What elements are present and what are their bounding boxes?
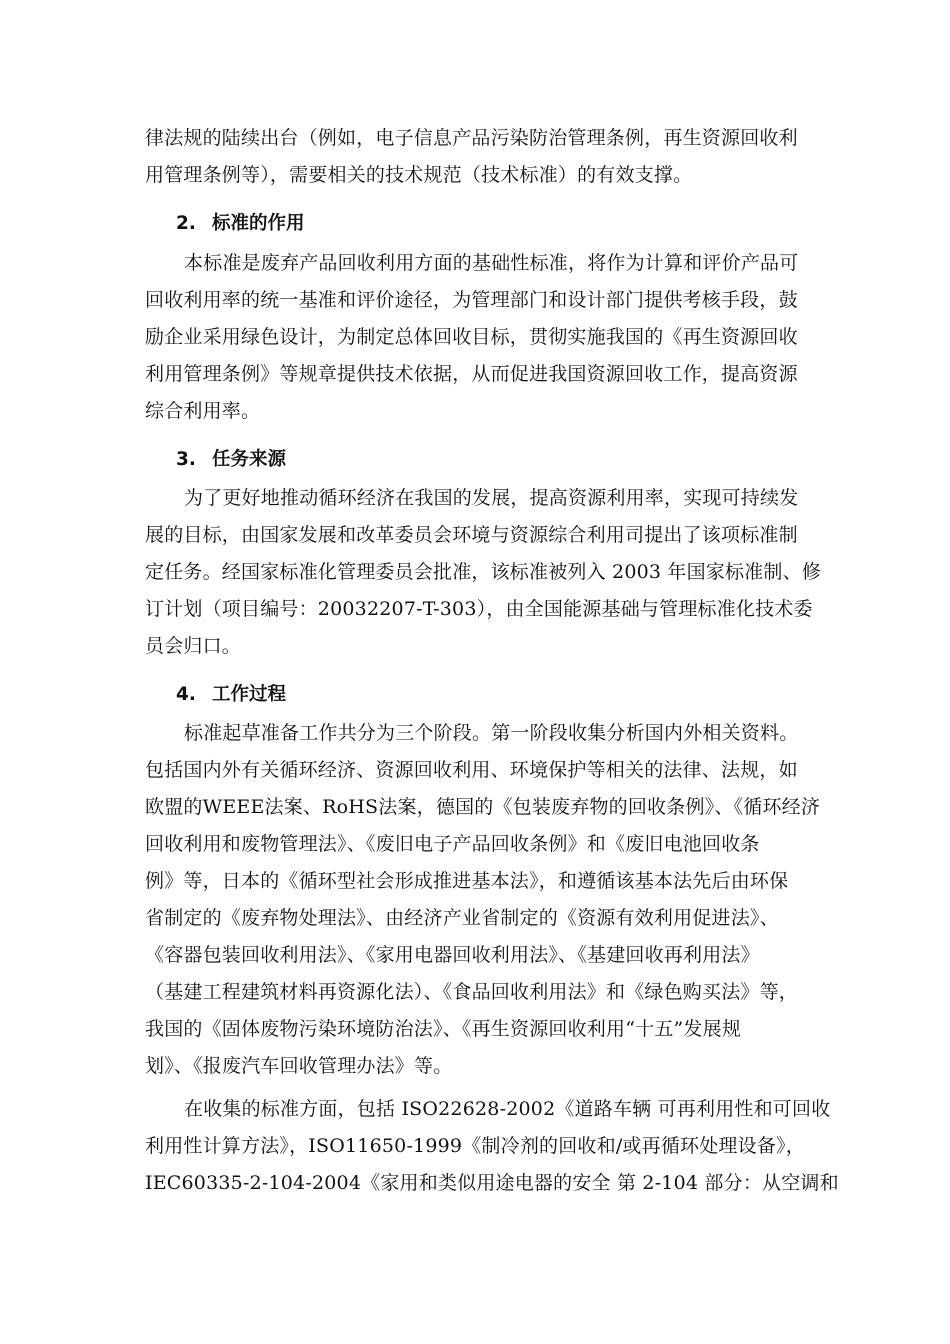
body-line: 本标准是废弃产品回收利用方面的基础性标准，将作为计算和评价产品可 xyxy=(184,252,799,274)
body-line: 利用管理条例》等规章提供技术依据，从而促进我国资源回收工作，提高资源 xyxy=(145,363,798,385)
body-line: 综合利用率。 xyxy=(145,400,261,422)
body-line: 利用性计算方法》，ISO11650-1999《制冷剂的回收和/或再循环处理设备》， xyxy=(145,1135,805,1157)
body-line: 包括国内外有关循环经济、资源回收利用、环境保护等相关的法律、法规，如 xyxy=(145,759,798,781)
body-line: 定任务。经国家标准化管理委员会批准，该标准被列入 2003 年国家标准制、修 xyxy=(145,561,822,583)
body-line: 为了更好地推动循环经济在我国的发展，提高资源利用率，实现可持续发 xyxy=(184,487,799,509)
body-line: 划》、《报废汽车回收管理办法》等。 xyxy=(145,1055,453,1077)
body-line: 员会归口。 xyxy=(145,635,242,657)
section-number: 2. xyxy=(176,213,196,234)
section-heading xyxy=(176,448,286,472)
body-line: 回收利用和废物管理法》、《废旧电子产品回收条例》和《废旧电池回收条 xyxy=(145,833,760,855)
body-line: 回收利用率的统一基准和评价途径，为管理部门和设计部门提供考核手段，鼓 xyxy=(145,289,798,311)
body-line: 展的目标，由国家发展和改革委员会环境与资源综合利用司提出了该项标准制 xyxy=(145,524,798,546)
body-line: 例》等，日本的《循环型社会形成推进基本法》，和遵循该基本法先后由环保 xyxy=(145,870,789,892)
body-line: 省制定的《废弃物处理法》、由经济产业省制定的《资源有效利用促进法》、 xyxy=(145,907,779,929)
section-heading xyxy=(176,212,305,236)
body-line: 励企业采用绿色设计，为制定总体回收目标，贯彻实施我国的《再生资源回收 xyxy=(145,326,798,348)
section-title: 标准的作用 xyxy=(212,213,305,234)
section-title: 任务来源 xyxy=(212,449,287,470)
body-line: 我国的《固体废物污染环境防治法》、《再生资源回收利用“十五”发展规 xyxy=(145,1018,742,1040)
section-number: 4. xyxy=(176,684,196,705)
body-line: （基建工程建筑材料再资源化法）、《食品回收利用法》和《绿色购买法》等， xyxy=(145,981,799,1003)
body-line: 在收集的标准方面，包括 ISO22628-2002《道路车辆 可再利用性和可回收 xyxy=(184,1098,831,1120)
body-line: 标准起草准备工作共分为三个阶段。第一阶段收集分析国内外相关资料。 xyxy=(184,722,799,744)
body-line: 用管理条例等），需要相关的技术规范（技术标准）的有效支撑。 xyxy=(145,164,693,186)
section-title: 工作过程 xyxy=(212,684,287,705)
body-line: 律法规的陆续出台（例如，电子信息产品污染防治管理条例，再生资源回收利 xyxy=(145,127,798,149)
body-line: IEC60335-2-104-2004《家用和类似用途电器的安全 第 2-104 部分：从空调和 xyxy=(145,1172,839,1194)
section-number: 3. xyxy=(176,449,196,470)
body-line: 欧盟的WEEE法案、RoHS法案，德国的《包装废弃物的回收条例》、《循环经济 xyxy=(145,796,821,818)
body-line: 《容器包装回收利用法》、《家用电器回收利用法》、《基建回收再利用法》 xyxy=(145,944,760,966)
body-line: 订计划（项目编号：20032207-T-303），由全国能源基础与管理标准化技术委 xyxy=(145,598,813,620)
section-heading xyxy=(176,683,286,707)
